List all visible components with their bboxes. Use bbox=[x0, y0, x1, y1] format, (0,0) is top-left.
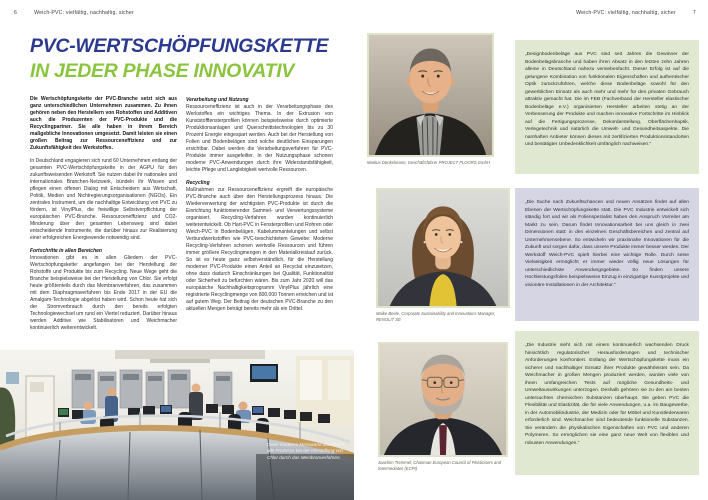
running-title-right: Weich-PVC: vielfältig, nachhaltig, sicher bbox=[576, 10, 676, 16]
running-title-left: Weich-PVC: vielfältig, nachhaltig, sicher bbox=[34, 10, 134, 16]
paragraph-fortschritte: Innovationen gibt es in allen Gliedern der PVC-Wertschöpfungskette: angefangen bei der Herstellung der Rohstoffe und Produkte bis zum Recycling. Neue Wege geht die Branche beispielsweise bei der Herstellung von Chlor. Sie erfolgt heute größtenteils durch das Membranverfahren, das zusammen mit dem Diaphragmaverfahren bis Ende 2017 in der EU die Amalgam-Technologie abgelöst haben wird. Schon heute hat sich der Stromverbrauch durch den bereits erfolgten Technologiewechsel um rund ein Viertel reduziert. Darüber hinaus werden Additive wie Stabilisatoren und Weichmacher kontinuierlich weiterentwickelt. bbox=[30, 255, 177, 331]
page-number-right: 7 bbox=[692, 10, 696, 16]
portrait-photo-beele bbox=[376, 188, 510, 308]
headline-line-2: IN JEDER PHASE INNOVATIV bbox=[30, 60, 295, 82]
text-column-1 bbox=[30, 96, 177, 348]
portrait-caption-tremmel: Joachim Tremmel, Chairman European Council of Plasticisers and Intermediates (ECPI) bbox=[378, 460, 502, 471]
subheading-verarbeitung: Verarbeitung und Nutzung bbox=[186, 97, 249, 103]
portrait-caption-beele: Maike Beele, Corporate Sustainability and Innovations Manager, RENOLIT SE bbox=[376, 311, 496, 322]
running-header-left bbox=[14, 10, 134, 16]
paragraph-recycling: Maßnahmen zur Ressourceneffizienz ergreift die europäische PVC-Branche auch über den Herstellungsprozess hinaus. Die Wiederverwertung der wichtigsten PVC-Produkte ist durch die Einrichtung funktionierender Sammel- und Verwertungssysteme organisiert. Recycling-Verfahren wurden kontinuierlich weiterentwickelt. Ob Hart-PVC in Fensterprofilen und Rohren oder Weich-PVC in Bodenbelägen, Kabelummantelungen und selbst Verbundwerkstoffen wie PVC-beschichtetem Gewebe: Moderne Recycling-Verfahren schonen wertvolle Ressourcen und führen immer größere Recyclingmengen in den Materialkreislauf zurück. So ist es heute ganz selbstverständlich, für die Herstellung moderner PVC-Produkte einen Anteil an Recyclat einzusetzen, ohne dass dadurch Einschränkungen bei Qualität, Funktionalität oder Sicherheit zu befürchten wären. Bis zum Jahr 2020 will das europäische Nachhaltigkeitsprogramm VinylPlus jährlich eine registrierte Recyclingmenge von 800.000 Tonnen erreichen und ist auf gutem Weg. Der Beitrag der deutschen PVC-Branche zu den aktuellen Mengen beträgt bereits mehr als ein Drittel. bbox=[186, 187, 333, 312]
portrait-illustration-man-2 bbox=[380, 344, 506, 455]
intro-paragraph: Die Wertschöpfungskette der PVC-Branche setzt sich aus ganz unterschiedlichen Unternehmen zusammen. Zu ihnen gehören neben den Herstellern von Rohstoffen und Additiven auch die Produzenten der PVC-Produkte und die Recyclingpartner. Sie alle haben in ihrem Bereich maßgebliche Innovationen umgesetzt. Damit leisten sie einen großen Beitrag zur Ressourceneffizienz und zur Zukunftsfähigkeit des Werkstoffes. bbox=[30, 96, 177, 151]
quote-box-duenkelmann: „Designbodenbeläge aus PVC sind seit Jahren die Gewinner der Bodenbelagsbranche und haben ihren Absatz in den letzten zehn Jahren alleine in Deutschland nahezu versiebenfacht. Dieser Erfolg ist auf die gelungene Kombination von funktionalen Eigenschaften und authentischer Optik zurückzuführen, welche diese Bodenbeläge sowohl für den gewerblichen Einsatz als auch mehr und mehr für den privaten Gebrauch attraktiv gemacht hat. Die im FEB (Fachverband der Hersteller elastischer Bodenbeläge e.V.) organisierten Hersteller arbeiten stetig an der Verbesserung der Produkte und machen innovative Fortschritte im Hinblick auf die Fertigungsprozesse, Dekordarstellung, Oberflächenhaptik, Verlegetechnik und natürlich die Umwelt- und Gesundheitsaspekte. Die namhaften Anbieter können dieses mit zertifizierten Produktionsstandorten und bestätigter Unbedenklichkeit umfänglich nachweisen.“ bbox=[515, 40, 699, 174]
subheading-recycling: Recycling bbox=[186, 180, 210, 186]
page-number-left: 6 bbox=[14, 10, 18, 16]
quote-box-beele: „Die Suche nach Zukunftschancen und neuen Ansätzen findet auf allen Ebenen der Wertschöpfungskette statt. Die PVC Industrie entwickelt sich ständig fort und wir als Folienspezialist haben den Anspruch Vorreiter am Markt zu sein. Darum findet Innovationsarbeit bei uns gleich in zwei Dimensionen statt: in den einzelnen Geschäftsbereichen und zentral auf Unternehmensebene. So entwickeln wir praxisnahe Innovationen für die Zukunft und sorgen dafür, dass unsere Produkte immer besser werden. Der Werkstoff Weich-PVC spielt hierbei eine wichtige Rolle. Durch seine Vielseitigkeit ermöglicht er immer wieder völlig neue Lösungen für unterschiedlichste Anwendungsgebiete. So finden unsere Hochleistungsfolien beispielsweise Einzug in einzigartige Kunstprojekte und visionäre Installationen in der Architektur.“ bbox=[515, 188, 699, 321]
control-room-photo bbox=[0, 350, 354, 500]
text-column-2 bbox=[186, 96, 333, 348]
subheading-fortschritte: Fortschritte in allen Bereichen bbox=[30, 248, 102, 254]
paragraph-verarbeitung: Ressourceneffizienz ist auch in der Verarbeitungsphase des Werkstoffes ein wichtiges Thema. In der Extrusion von Kunststofffensterprofilen können beispielsweise durch optimierte Produktionsanlagen und Querschnittstechnologien bis zu 30 Prozent Energie eingespart werden. Auch bei der Herstellung von Folien und Bodenbelägen sind solche deutlichen Einsparungen ersichtbar. Dabei werden die Verarbeitungsverfahren für PVC-Produkte immer ausgefeilter. In der Nutzungsphase schonen moderne PVC-Anwendungen durch ihre Widerstandsfähigkeit, leichte Pflege und Langlebigkeit wertvolle Ressourcen. bbox=[186, 104, 333, 173]
quote-box-tremmel: „Die Industrie sieht sich mit einem kontinuierlich wachsenden Druck hinsichtlich regulatorischer Herausforderungen und technischer Anforderungen konfrontiert. Entlang der Wertschöpfungskette muss ein sicherer und nachhaltiger Einsatz ihrer Produkte gewährleistet sein. Da Weichmacher in großen Mengen produziert werden, wurden viele von ihnen umfangreichen Tests auf mögliche Gesundheits- und Umweltauswirkungen unterzogen. Deshalb gehören sie zu den am besten untersuchten chemischen Substanzen überhaupt. Sie geben PVC die Flexibilität und Elastizität, die für viele Anwendungen, u.a. im Baugewerbe, in der Automobilindustrie, der Medizin oder für Möbel und Kunstlederwaren erforderlich sind. Weichmacher sind bedeutende funktionelle Substanzen. Sie verändern die physikalischen Eigenschaften von PVC und anderen Polymeren. So ermöglichen sie eine ganz neue Welt von flexiblen und robusten Anwendungen.“ bbox=[515, 331, 699, 475]
portrait-caption-duenkelmann: Markus Dünkelmann, Geschäftsführer PROJECT FLOORS GmbH bbox=[367, 160, 490, 165]
control-room-caption: Diese moderne Messwarte überwacht alle Prozesse bei der Herstellung von Chlor durch das Membranverfahren. bbox=[267, 442, 345, 460]
headline-line-1: PVC-WERTSCHÖPFUNGSKETTE bbox=[30, 35, 329, 57]
running-header-right bbox=[576, 10, 696, 16]
portrait-illustration-woman bbox=[378, 190, 508, 306]
control-room-illustration bbox=[0, 350, 354, 500]
portrait-photo-duenkelmann bbox=[367, 33, 494, 157]
article-headline bbox=[30, 34, 328, 84]
paragraph-agpu: In Deutschland engagieren sich rund 60 Unternehmen entlang der gesamten PVC-Wertschöpfungskette in der AGPU für den zukunftsweisenden Werkstoff. Sie nutzen dabei ihr nationales und internationales Branchen-Netzwerk, bündeln ihr Wissen und pflegen einen offenen Dialog mit Entscheidern aus Wirtschaft, Politik, Medien und Nichtregierungsorganisationen (NGOs). Ein zentrales Instrument, um die nachhaltige Entwicklung von PVC zu fördern, ist VinylPlus, die freiwillige Selbstverpflichtung der europäischen PVC-Branche. Ressourceneffizienz und CO2-Minderung über den gesamten Lebensweg sind dabei entscheidende Instrumente, die darüber hinaus zur Realisierung einer erfolgreichen Energiewende notwendig sind. bbox=[30, 158, 177, 241]
page-right bbox=[354, 0, 708, 500]
portrait-illustration-man-1 bbox=[369, 35, 492, 155]
portrait-photo-tremmel bbox=[378, 342, 508, 457]
